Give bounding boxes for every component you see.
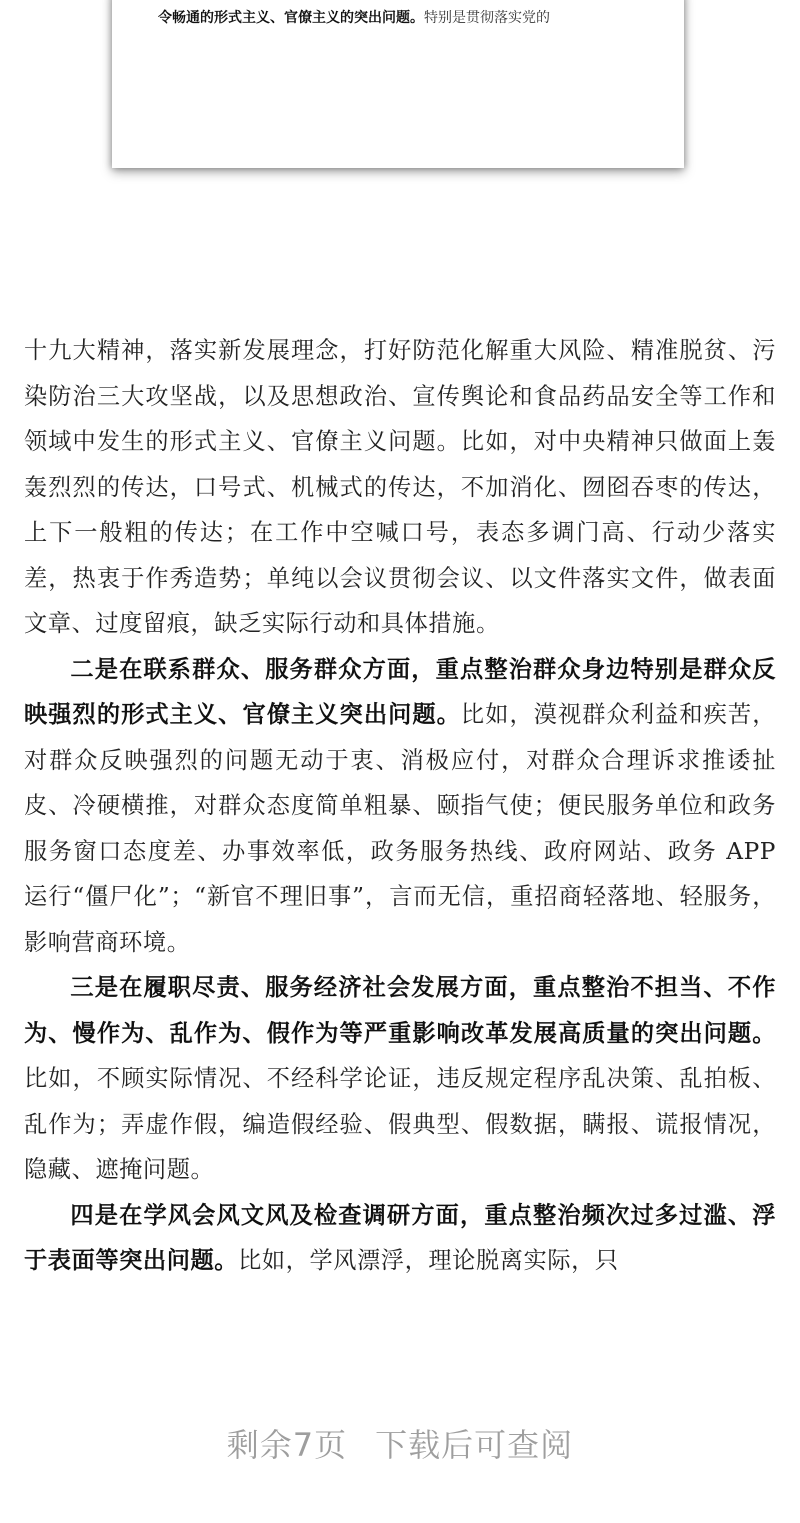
download-hint-label[interactable]: 下载后可查阅 [375,1426,574,1464]
previous-page-bold-text: 令畅通的形式主义、官僚主义的突出问题。 [158,10,424,26]
paragraph-4 [24,1193,776,1284]
paragraph-4-text: 比如，学风漂浮，理论脱离实际，只 [238,1247,619,1274]
paragraph-2 [24,647,776,966]
remaining-pages-banner[interactable] [0,1420,800,1466]
paragraph-2-text: 比如，漠视群众利益和疾苦，对群众反映强烈的问题无动于衷、消极应付，对群众合理诉求推诿扯皮、冷硬横推，对群众态度简单粗暴、颐指气使；便民服务单位和政务服务窗口态度差、办事效率低，政务服务热线、政府网站、政务 APP 运行“僵尸化”；“新官不理旧事”，言而无信，重招商轻落地、轻服务，影响营商环境。 [24,701,776,956]
previous-page-text [158,8,658,28]
paragraph-3 [24,965,776,1193]
paragraph-1-text: 十九大精神，落实新发展理念，打好防范化解重大风险、精准脱贫、污染防治三大攻坚战，以及思想政治、宣传舆论和食品药品安全等工作和领域中发生的形式主义、官僚主义问题。比如，对中央精神只做面上轰轰烈烈的传达，口号式、机械式的传达，不加消化、囫囵吞枣的传达，上下一般粗的传达；在工作中空喊口号，表态多调门高、行动少落实差，热衷于作秀造势；单纯以会议贯彻会议、以文件落实文件，做表面文章、过度留痕，缺乏实际行动和具体措施。 [24,337,776,637]
paragraph-2-heading: 二是在联系群众、服务群众方面，重点整治群众身边特别是群众反映强烈的形式主义、官僚主义突出问题。 [24,655,776,728]
paragraph-1 [24,328,776,647]
remaining-pages-label[interactable]: 剩余7页 [226,1426,348,1464]
paragraph-3-text: 比如，不顾实际情况、不经科学论证，违反规定程序乱决策、乱拍板、乱作为；弄虚作假，编造假经验、假典型、假数据，瞒报、谎报情况，隐藏、遮掩问题。 [24,1065,776,1183]
document-body [24,328,776,1284]
previous-page-card [112,0,684,168]
previous-page-normal-text: 特别是贯彻落实党的 [424,10,550,26]
paragraph-3-heading: 三是在履职尽责、服务经济社会发展方面，重点整治不担当、不作为、慢作为、乱作为、假作为等严重影响改革发展高质量的突出问题。 [24,974,776,1047]
paragraph-4-heading: 四是在学风会风文风及检查调研方面，重点整治频次过多过滥、浮于表面等突出问题。 [24,1201,776,1274]
